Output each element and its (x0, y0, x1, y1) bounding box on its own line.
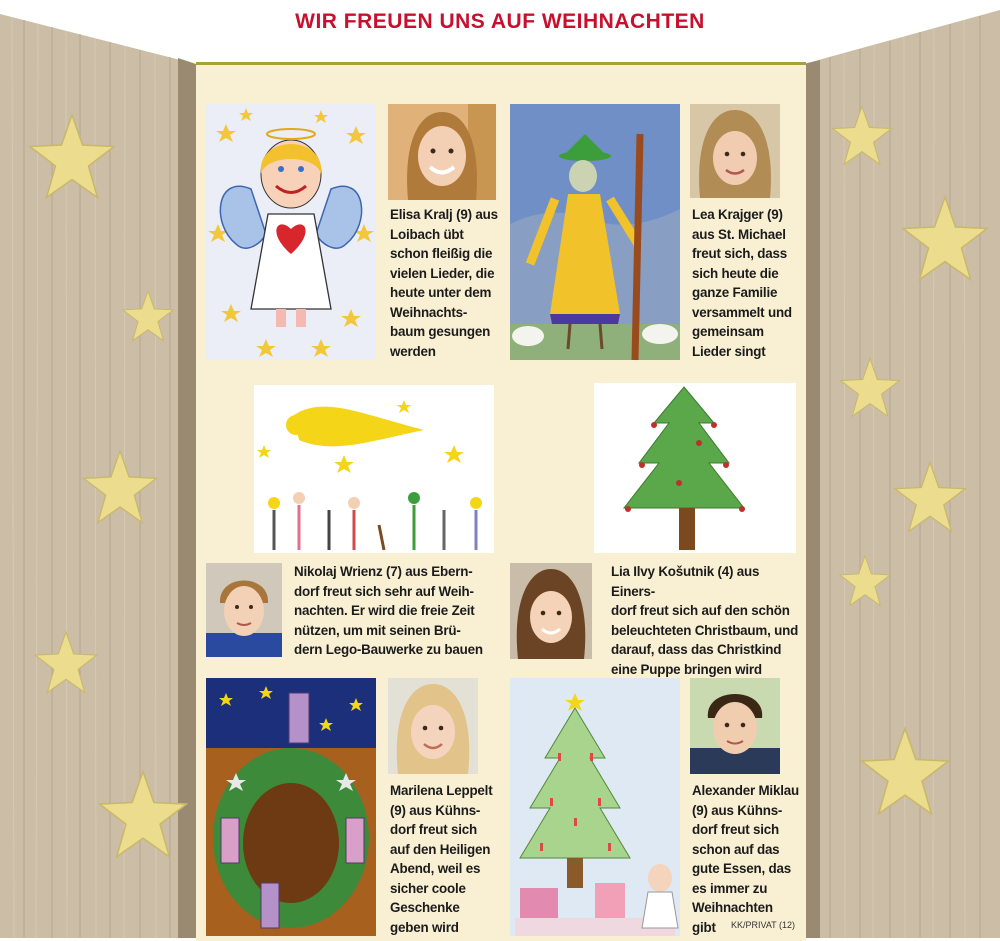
decorated-tree-drawing (510, 678, 680, 936)
caption-elisa: Elisa Kralj (9) aus Loibach übt schon fleißig die vielen Lieder, die heute unter dem Weihnachts- baum gesungen werden (390, 207, 498, 359)
christmas-tree-drawing (594, 383, 796, 553)
headline: WIR FREUEN UNS AUF WEIHNACHTEN (295, 10, 705, 33)
caption-alexander: Alexander Miklau (9) aus Kühns- dorf freut sich schon auf das gute Essen, das es immer zu Weihnachten gibt (692, 783, 799, 935)
caption-marilena: Marilena Leppelt (9) aus Kühns- dorf freut sich auf den Heiligen Abend, weil es sicher coole Geschenke geben wird (390, 783, 493, 935)
portrait-photo (690, 104, 780, 198)
portrait-photo (510, 563, 592, 659)
left-door (0, 0, 196, 938)
portrait-photo (690, 678, 780, 774)
nativity-drawing (254, 385, 494, 553)
caption-lia: Lia Ilvy Košutnik (4) aus Einers- dorf freut sich auf den schön beleuchteten Christbaum, und darauf, dass das Christkind eine Puppe bringen wird (611, 564, 799, 677)
caption-lea: Lea Krajger (9) aus St. Michael freut sich, dass sich heute die ganze Familie versammelt und gemeinsam Lieder singt (692, 207, 792, 359)
shepherd-drawing (510, 104, 680, 360)
portrait-photo (388, 104, 496, 200)
right-door (804, 0, 1000, 938)
advent-wreath-drawing (206, 678, 376, 936)
caption-nikolaj: Nikolaj Wrienz (7) aus Ebern- dorf freut sich sehr auf Weih- nachten. Er wird die freie Zeit nützen, um mit seinen Brü- dern Lego-Bauwerke zu bauen (294, 564, 483, 657)
portrait-photo (206, 563, 282, 657)
photo-credit: KK/PRIVAT (12) (730, 920, 795, 930)
portrait-photo (388, 678, 478, 774)
angel-drawing (206, 104, 376, 360)
